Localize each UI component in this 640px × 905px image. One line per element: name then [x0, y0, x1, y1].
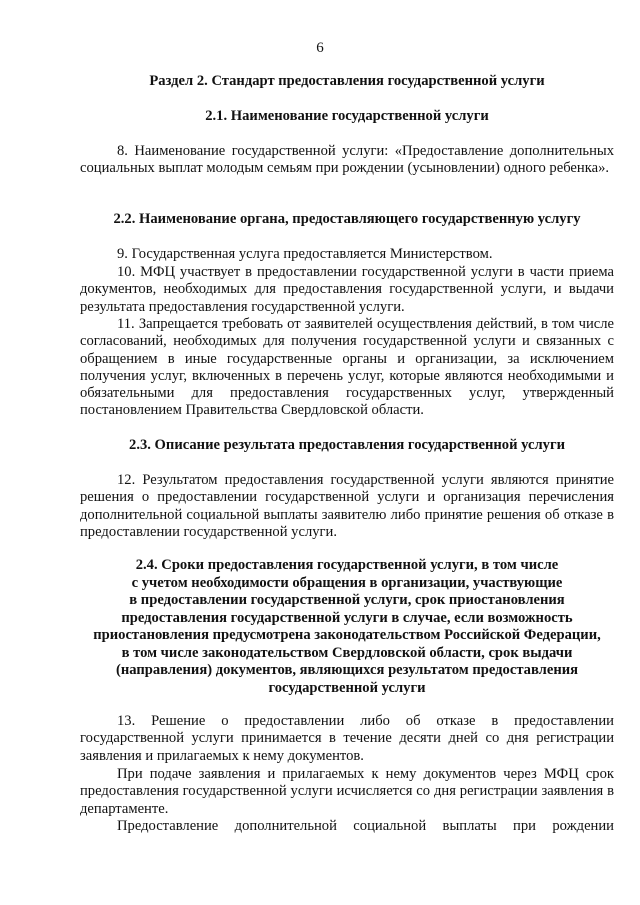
- subsection-2-4-title-line: 2.4. Сроки предоставления государственной услуги, в том числе: [135, 557, 559, 573]
- paragraph-12: 12. Результатом предоставления государственной услуги являются принятие решения о предоставлении государственной услуги и организация перечисления дополнительной социальной выплаты заявителю либо принятие решения об отказе в предоставлении государственной услуги.: [80, 472, 614, 540]
- subsection-2-1-title: 2.1. Наименование государственной услуги: [205, 108, 489, 124]
- subsection-2-4-title-line: государственной услуги: [268, 679, 426, 696]
- subsection-2-4-title-line: с учетом необходимости обращения в организации, участвующие: [131, 574, 563, 591]
- subsection-2-4-title-line: приостановления предусмотрена законодательством Российской Федерации,: [93, 627, 601, 643]
- paragraph-13-mfc: При подаче заявления и прилагаемых к нему документов через МФЦ срок предоставления государственной услуги исчисляется со дня регистрации заявления в департаменте.: [80, 766, 614, 817]
- subsection-2-4-title: [80, 557, 614, 697]
- subsection-2-2-title: 2.2. Наименование органа, предоставляющего государственную услугу: [113, 211, 581, 227]
- subsection-2-4-title-line: в предоставлении государственной услуги, срок приостановления: [129, 592, 565, 608]
- subsection-2-4-title-line: (направления) документов, являющихся результатом предоставления: [115, 662, 579, 678]
- subsection-2-4-title-line: предоставления государственной услуги в случае, если возможность: [121, 609, 573, 626]
- page-number: 6: [316, 40, 324, 56]
- subsection-2-3-title: 2.3. Описание результата предоставления государственной услуги: [129, 437, 565, 453]
- section-title: Раздел 2. Стандарт предоставления государственной услуги: [149, 73, 545, 89]
- paragraph-13: 13. Решение о предоставлении либо об отказе в предоставлении государственной услуги принимается в течение десяти дней со дня регистрации заявления и прилагаемых к нему документов.: [80, 713, 614, 764]
- paragraph-9: 9. Государственная услуга предоставляется Министерством.: [117, 246, 493, 262]
- paragraph-8: 8. Наименование государственной услуги: «Предоставление дополнительных социальных выплат молодым семьям при рождении (усыновлении) одного ребенка».: [80, 143, 614, 177]
- paragraph-10: 10. МФЦ участвует в предоставлении государственной услуги в части приема документов, необходимых для предоставления государственной услуги, и выдачи результата предоставления государственной услуги.: [80, 264, 614, 315]
- paragraph-11: 11. Запрещается требовать от заявителей осуществления действий, в том числе согласований, необходимых для получения государственной услуги и связанных с обращением в иные государственные органы и организации, за исключением получения услуг, включенных в перечень услуг, которые являются необходимыми и обязательными для предоставления государственных услуг, утвержденный постановлением Правительства Свердловской области.: [80, 316, 614, 419]
- subsection-2-4-title-line: в том числе законодательством Свердловской области, срок выдачи: [121, 644, 573, 661]
- paragraph-13-birth: Предоставление дополнительной социальной выплаты при рождении: [117, 818, 614, 834]
